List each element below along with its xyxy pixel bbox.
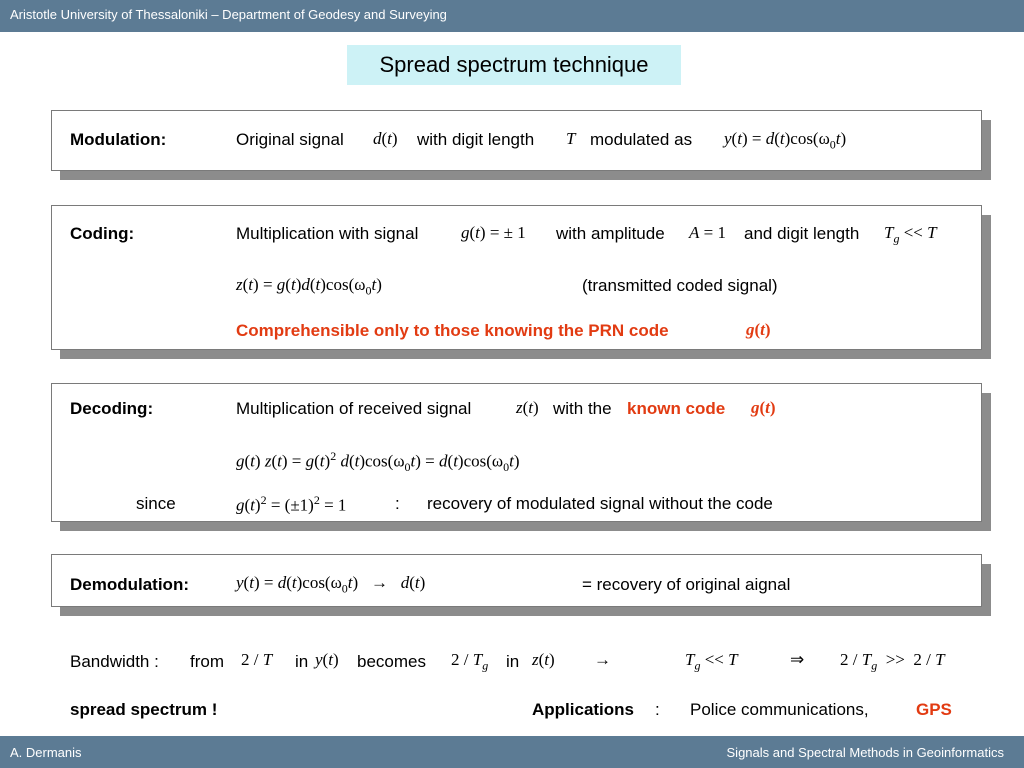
modulation-text-1: Original signal <box>236 130 344 149</box>
demodulation-formula: $y(t) = d(t)\cos(\omega_0t) \to d(t)$ <box>236 573 426 596</box>
decoding-formula-since: $g(t)^2 = (\pm 1)^2 = 1$ <box>236 493 347 515</box>
bandwidth-formula-compare: $2 / T_g >> 2 / T$ <box>840 650 945 673</box>
coding-formula-zt: $z(t) = g(t)d(t)\cos(\omega_0t)$ <box>236 275 382 298</box>
coding-formula-A: A = 1 <box>689 223 726 242</box>
header-institution: Aristotle University of Thessaloniki – Department of Geodesy and Surveying <box>10 7 447 22</box>
applications-colon: : <box>655 700 660 719</box>
decoding-formula-zt: z(t) <box>516 398 539 417</box>
decoding-formula-main: g(t) $z(t) = g(t)^2$ $d(t)\cos(\omega_0t) = d(t)\cos(\omega_0t)$ <box>236 449 520 475</box>
applications-text: Police communications, <box>690 700 869 719</box>
bandwidth-formula-zt: z(t) <box>532 650 555 669</box>
bandwidth-formula-2Tg: $2 / T_g$ <box>451 650 489 673</box>
bandwidth-from: from <box>190 652 224 671</box>
modulation-formula-dt: d(t) <box>373 129 398 148</box>
footer-author: A. Dermanis <box>10 745 82 760</box>
bandwidth-implies: ⇒ <box>790 650 805 669</box>
slide-title: Spread spectrum technique <box>379 52 649 77</box>
bandwidth-formula-yt: y(t) <box>315 650 339 669</box>
applications-gps: GPS <box>916 700 952 719</box>
coding-formula-gt: g(t) = ± 1 <box>461 223 526 242</box>
bandwidth-in-2: in <box>506 652 520 671</box>
modulation-formula-T: T <box>566 129 576 148</box>
modulation-text-2: with digit length <box>417 130 535 149</box>
decoding-colon: : <box>395 494 400 513</box>
decoding-recovery: recovery of modulated signal without the code <box>427 494 773 513</box>
bandwidth-in-1: in <box>295 652 309 671</box>
modulation-formula-yt: $y(t) = d(t)\cos(\omega_0t)$ <box>724 129 847 152</box>
header-bar <box>0 0 1024 32</box>
footer-bar <box>0 736 1024 768</box>
decoding-label: Decoding: <box>70 399 154 418</box>
decoding-text-1: Multiplication of received signal <box>236 399 472 418</box>
decoding-since: since <box>136 494 176 513</box>
decoding-known-code: known code <box>627 399 726 418</box>
applications-label: Applications <box>532 700 635 719</box>
slide-title-box <box>347 45 681 85</box>
spread-spectrum-text: spread spectrum ! <box>70 700 218 719</box>
demodulation-note: = recovery of original aignal <box>582 575 791 594</box>
demodulation-box <box>51 554 982 607</box>
coding-text-1: Multiplication with signal <box>236 224 419 243</box>
bandwidth-formula-Tg: $T_g << T$ <box>685 650 738 673</box>
coding-text-2: with amplitude <box>556 224 665 243</box>
coding-note: (transmitted coded signal) <box>582 276 778 295</box>
bandwidth-becomes: becomes <box>357 652 426 671</box>
footer-course: Signals and Spectral Methods in Geoinformatics <box>726 745 1004 760</box>
modulation-label: Modulation: <box>70 130 167 149</box>
demodulation-label: Demodulation: <box>70 575 189 594</box>
coding-text-3: and digit length <box>744 224 860 243</box>
bandwidth-arrow: → <box>594 650 611 669</box>
decoding-text-2: with the <box>553 399 612 418</box>
coding-label: Coding: <box>70 224 135 243</box>
modulation-text-3: modulated as <box>590 130 693 149</box>
coding-highlight-gt: g(t) <box>746 320 771 339</box>
decoding-known-gt: g(t) <box>751 398 776 417</box>
coding-formula-Tg: $T_g << T$ <box>884 223 937 246</box>
coding-highlight: Comprehensible only to those knowing the PRN code <box>236 321 669 340</box>
bandwidth-label: Bandwidth : <box>70 652 159 671</box>
bandwidth-formula-2T: 2 / T <box>241 650 273 669</box>
